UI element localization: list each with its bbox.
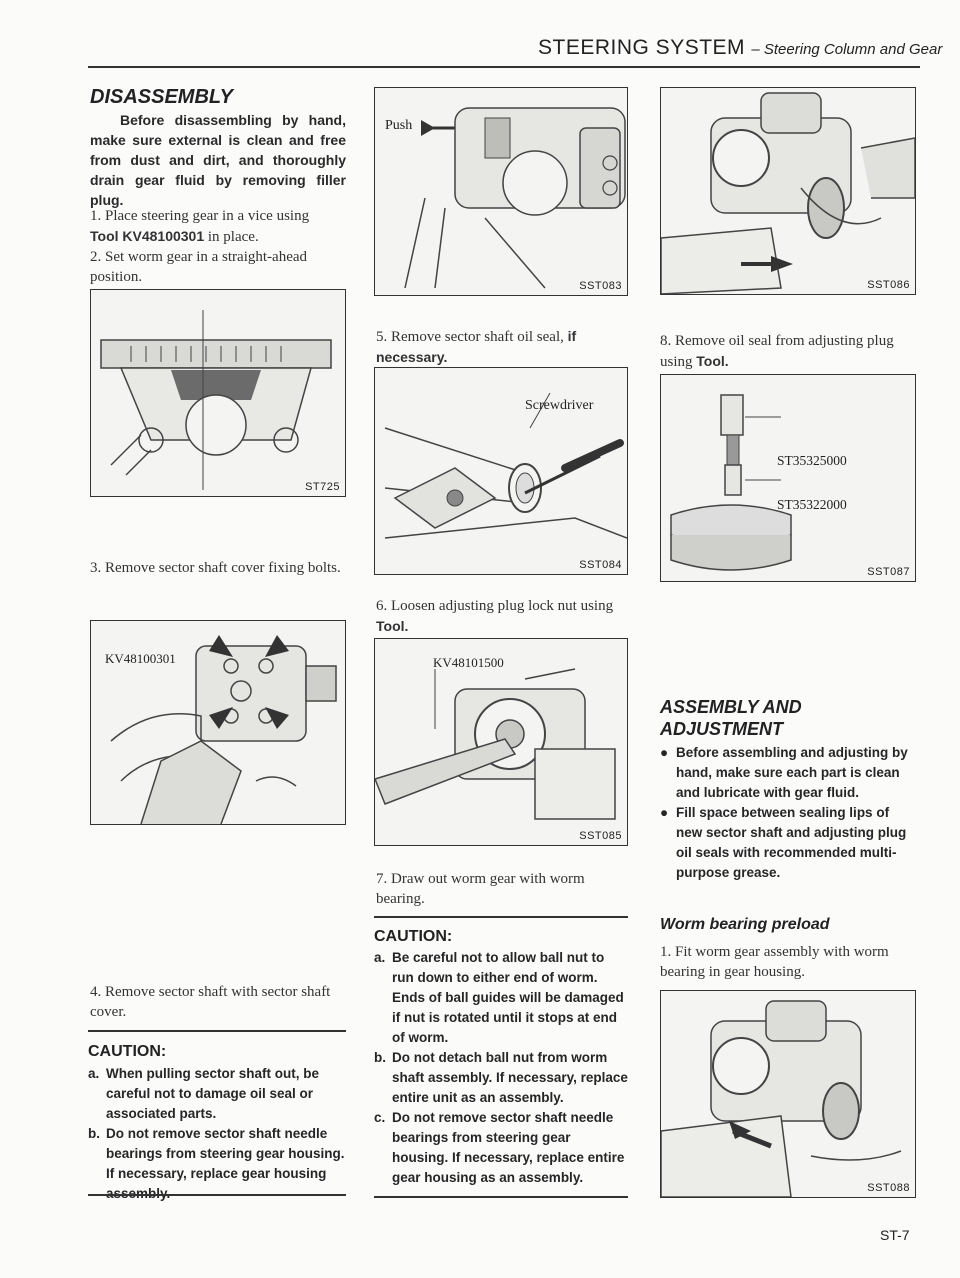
figure-code: SST084 <box>579 559 622 571</box>
caution-item <box>88 1124 346 1204</box>
caution-text: Do not remove sector shaft needle bearings from steering gear housing. If necessary, replace entire gear housing as an assembly. <box>392 1110 625 1185</box>
step-4: 4. Remove sector shaft with sector shaft cover. <box>90 984 331 1020</box>
tool-label-1: ST35325000 <box>777 453 847 468</box>
caution-text: Do not detach ball nut from worm shaft assembly. If necessary, replace entire unit as an assembly. <box>392 1050 628 1105</box>
bullet-icon: ● <box>660 745 669 760</box>
step-5-bold: if necessary. <box>376 328 577 365</box>
header-subtitle: – Steering Column and Gear <box>751 41 943 58</box>
step-8-text: 8. Remove oil seal from adjusting plug using <box>660 333 894 370</box>
caution-rule-top <box>88 1030 346 1032</box>
step-8-bold: Tool. <box>696 353 729 369</box>
caution-index: a. <box>88 1066 100 1081</box>
caution-list <box>88 1064 346 1204</box>
figure-label: KV48100301 <box>105 651 176 666</box>
worm-gear-illustration <box>661 991 915 1197</box>
caution-text: When pulling sector shaft out, be careful not to damage oil seal or associated parts. <box>106 1066 320 1121</box>
caution-text: Do not remove sector shaft needle bearings from steering gear housing. If necessary, replace gear housing <box>106 1126 345 1181</box>
figure-st725 <box>90 289 346 497</box>
caution-title: CAUTION: <box>374 928 453 945</box>
caution-index: b. <box>374 1050 386 1065</box>
figure-sst084 <box>374 367 628 575</box>
caution-item <box>374 1108 628 1188</box>
step-5 <box>376 326 628 368</box>
disassembly-heading: DISASSEMBLY <box>90 86 233 108</box>
assembly-heading-line2: ADJUSTMENT <box>660 719 784 739</box>
caution-text: Be careful not to allow ball nut to run down to either end of worm. Ends of ball guides will be damaged if nut is rotated until it stops at end of worm. <box>392 950 624 1045</box>
figure-code: SST087 <box>867 566 910 578</box>
caution-title: CAUTION: <box>88 1043 167 1060</box>
figure-kv48100301 <box>90 620 346 825</box>
figure-code: SST085 <box>579 830 622 842</box>
caution-rule-top <box>374 916 628 918</box>
bullet-text: Before assembling and adjusting by hand, make sure each part is clean and lubricate with gear fluid. <box>676 745 908 800</box>
caution-list <box>374 948 628 1188</box>
figure-code: ST725 <box>305 481 340 493</box>
adjusting-plug-illustration <box>661 88 915 294</box>
caution-item <box>374 948 628 1048</box>
tool-label: KV48101500 <box>433 655 504 670</box>
screwdriver-label: Screwdriver <box>525 398 594 413</box>
figure-sst086 <box>660 87 916 295</box>
step-1-text: 1. Place steering gear in a vice using <box>90 208 310 224</box>
figure-sst083 <box>374 87 628 296</box>
figure-sst087 <box>660 374 916 582</box>
step-1-tail: in place. <box>204 229 259 245</box>
header-title: STEERING SYSTEM <box>538 36 746 59</box>
step-8 <box>660 331 914 372</box>
step-5-text: 5. Remove sector shaft oil seal, <box>376 329 568 345</box>
bullet-item <box>660 743 914 803</box>
figure-sst085 <box>374 638 628 846</box>
disassembly-intro: Before disassembling by hand, make sure external is clean and free from dust and dirt, and thoroughly drain gear fluid by removing filler plug. <box>90 112 346 208</box>
caution-index: a. <box>374 950 386 965</box>
bullet-icon: ● <box>660 805 669 820</box>
caution-item <box>374 1048 628 1108</box>
figure-sst088 <box>660 990 916 1198</box>
worm-step-1: 1. Fit worm gear assembly with worm bearing in gear housing. <box>660 944 889 980</box>
figure-code: SST086 <box>867 279 910 291</box>
push-label: Push <box>385 118 413 133</box>
step-1-tool: Tool KV48100301 <box>90 228 205 244</box>
page-header <box>538 36 942 60</box>
bullet-text: Fill space between sealing lips of new sector shaft and adjusting plug oil seals with recommended multi-purpose grease. <box>676 805 907 880</box>
step-7: 7. Draw out worm gear with worm bearing. <box>376 871 585 907</box>
seal-tool-illustration <box>661 375 915 581</box>
caution-rule-bottom <box>374 1196 628 1198</box>
figure-code: SST088 <box>867 1182 910 1194</box>
tool-label-2: ST35322000 <box>777 497 847 512</box>
assembly-bullets <box>660 743 914 883</box>
header-rule <box>88 66 920 68</box>
caution-rule-bottom <box>88 1194 346 1196</box>
gear-housing-illustration <box>91 290 345 496</box>
step-3: 3. Remove sector shaft cover fixing bolts. <box>90 560 341 576</box>
worm-heading: Worm bearing preload <box>660 916 830 933</box>
caution-index: c. <box>374 1110 386 1125</box>
push-illustration <box>375 88 627 295</box>
step-2: 2. Set worm gear in a straight-ahead position. <box>90 249 308 285</box>
assembly-heading <box>660 696 802 740</box>
caution-item <box>88 1064 346 1124</box>
page-number: ST-7 <box>880 1227 910 1243</box>
step-6 <box>376 596 628 637</box>
step-6-text: 6. Loosen adjusting plug lock nut using <box>376 598 614 614</box>
bullet-item <box>660 803 914 883</box>
step-6-bold: Tool. <box>376 618 409 634</box>
figure-code: SST083 <box>579 280 622 292</box>
step-1 <box>90 206 348 247</box>
caution-index: b. <box>88 1126 100 1141</box>
assembly-heading-line1: ASSEMBLY AND <box>660 697 802 717</box>
